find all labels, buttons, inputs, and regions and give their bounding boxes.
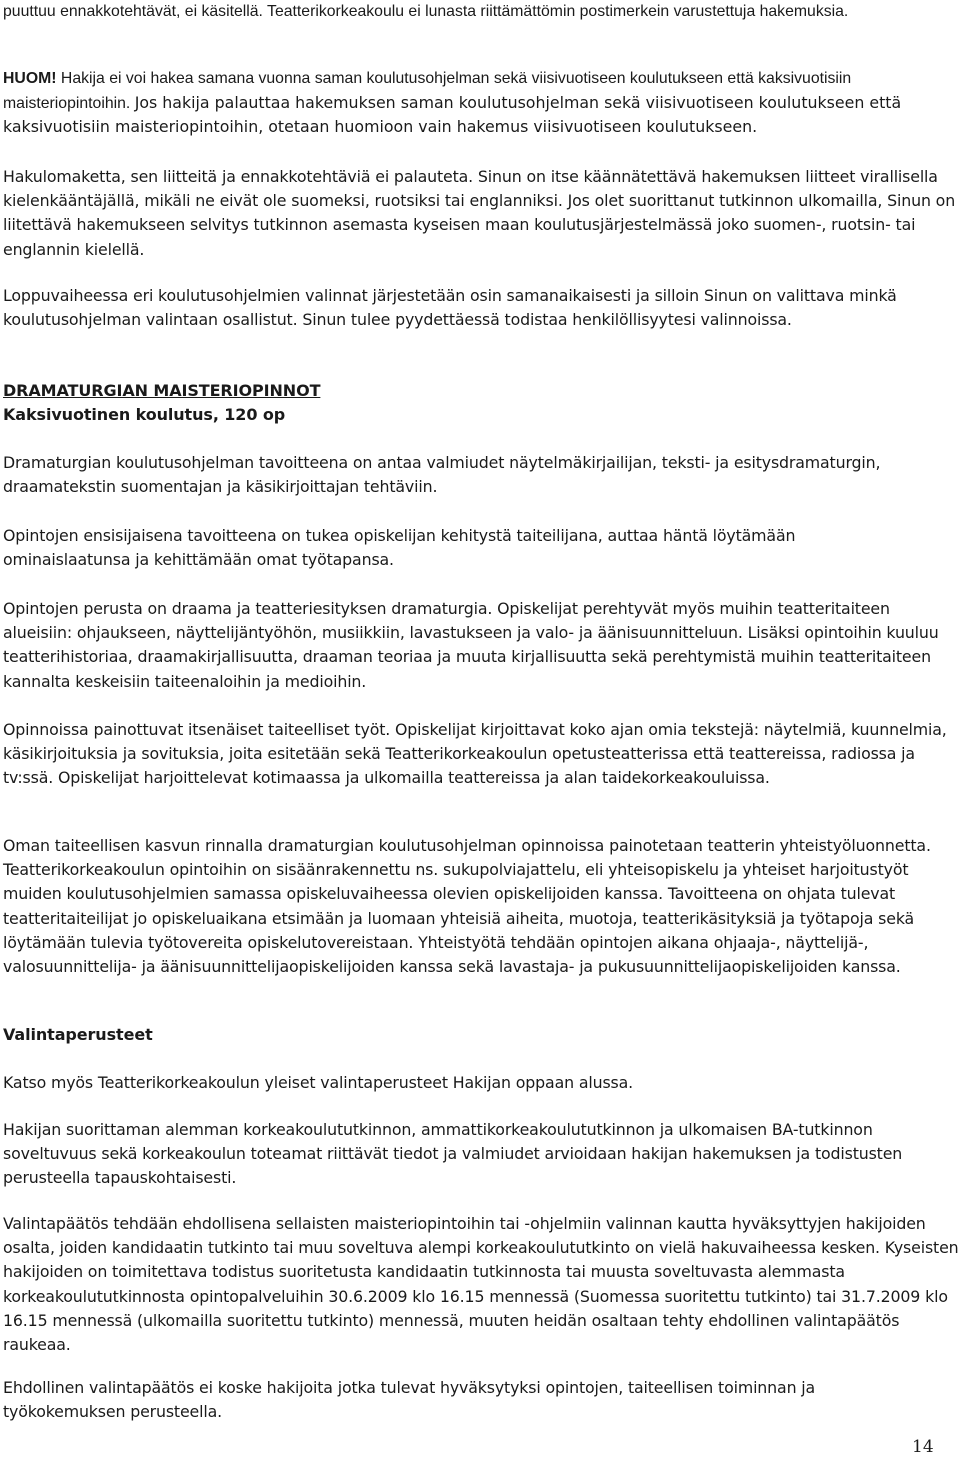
hakulomake-a: Hakulomaketta, sen liitteitä ja ennakkotehtäviä ei palauteta. (3, 167, 474, 186)
huom-text-b: Jos hakija palauttaa hakemuksen saman koulutusohjelman sekä viisivuotiseen koulutukseen että kaksivuotisiin maisteriopintoihin, otetaan huomioon vain hakemus viisivuotiseen koulutukseen. (3, 92, 902, 136)
oman-kasvun-paragraph: Oman taiteellisen kasvun rinnalla dramaturgian koulutusohjelman opinnoissa painotetaan teatterin yhteistyöluonnetta. Teatterikorkeakoulun opintoihin on sisäänrakennettu ns. sukupolviajattelu, eli yhteisopiskelu ja yhteiset harjoitustyöt muiden koulutusohjelmien samassa opiskeluvaiheessa olevien opiskelijoiden kanssa. Tavoitteena on ohjata tulevat teatteritaiteilijat jo opiskeluaikana etsimään ja luomaan yhteisiä aiheita, muotoja, teatterikäsityksiä ja työtapoja sekä löytämään tulevia työtovereita opiskelutovereistaan. Yhteistyötä tehdään opintojen aikana ohjaaja-, näyttelijä-, valosuunnittelija- ja äänisuunnittelijaopiskelijoiden kanssa sekä lavastaja- ja pukusuunnittelijaopiskelijoiden kanssa. (3, 836, 931, 977)
ehdollinen-paragraph: Ehdollinen valintapäätös ei koske hakijoita jotka tulevat hyväksytyksi opintojen, taiteellisen toiminnan ja työkokemuksen perusteella. (3, 1378, 816, 1422)
page-number: 14 (912, 1437, 934, 1457)
hakulomake-paragraph (3, 165, 958, 262)
hakulomake-b: Sinun on itse käännätettävä hakemuksen liitteet virallisella kielenkääntäjällä, mikäli ne eivät ole suomeksi, ruotsiksi tai englanniksi. (3, 167, 938, 211)
tavoite-paragraph: Dramaturgian koulutusohjelman tavoitteena on antaa valmiudet näytelmäkirjailijan, teksti- ja esitysdramaturgin, draamatekstin suomentajan ja käsikirjoittajan tehtäviin. (3, 453, 881, 497)
valintapaatos-paragraph: Valintapäätös tehdään ehdollisena sellaisten maisteriopintoihin tai -ohjelmiin valinnan kautta hyväksyttyjen hakijoiden osalta, joiden kandidaatin tutkinto tai muu soveltuva alempi korkeakoulututkinto on vielä hakuvaiheessa kesken. Kyseisten hakijoiden on toimitettava todistus suoritetusta kandidaatin tutkinnosta tai muusta soveltuvasta alemmasta korkeakoulututkinnosta opintopalveluihin 30.6.2009 klo 16.15 mennessä (Suomessa suoritettu tutkinto) tai 31.7.2009 klo 16.15 mennessä (ulkomailla suoritettu tutkinto) mennessä, muuten heidän osaltaan tehty ehdollinen valintapäätös raukeaa. (3, 1214, 959, 1355)
hakijan-paragraph: Hakijan suorittaman alemman korkeakoulututkinnon, ammattikorkeakoulututkinnon ja ulkomaisen BA-tutkinnon soveltuvuus sekä korkeakoulun toteamat riittävät tiedot ja valmiudet arvioidaan hakijan hakemuksen ja todistusten perusteella tapauskohtaisesti. (3, 1120, 903, 1188)
section-subtitle: Kaksivuotinen koulutus, 120 op (3, 405, 286, 424)
intro-paragraph (3, 0, 943, 23)
section-title: DRAMATURGIAN MAISTERIOPINNOT (3, 381, 321, 400)
valintaperusteet-heading: Valintaperusteet (3, 1025, 153, 1044)
perusta-paragraph: Opintojen perusta on draama ja teatteriesityksen dramaturgia. Opiskelijat perehtyvät myös muihin teatteritaiteen alueisiin: ohjaukseen, näyttelijäntyöhön, musiikkiin, lavastukseen ja valo- ja äänisuunnitteluun. Lisäksi opintoihin kuuluu teatterihistoriaa, draamakirjallisuutta, draaman teoriaa ja muuta kirjallisuutta sekä perehtymistä muihin teatteritaiteen kannalta keskeisiin taiteenaloihin ja medioihin. (3, 599, 939, 691)
huom-text-a: Hakija ei voi hakea samana vuonna saman koulutusohjelman sekä viisivuotiseen koulutukseen että kaksivuotisiin maisteriopintoihin. (3, 70, 852, 112)
ensisijainen-paragraph: Opintojen ensisijaisena tavoitteena on tukea opiskelijan kehitystä taiteilijana, auttaa häntä löytämään ominaislaatunsa ja kehittämään omat työtapansa. (3, 526, 796, 570)
intro-line: puuttuu ennakkotehtävät, ei käsitellä. Teatterikorkeakoulu ei lunasta riittämättömin postimerkein varustettuja hakemuksia. (3, 3, 849, 20)
loppuvaihe-paragraph: Loppuvaiheessa eri koulutusohjelmien valinnat järjestetään osin samanaikaisesti ja silloin Sinun on valittava minkä koulutusohjelman valintaan osallistut. Sinun tulee pyydettäessä todistaa henkilöllisyytesi valinnoissa. (3, 286, 897, 330)
huom-paragraph (3, 67, 943, 140)
hakulomake-c: Jos olet suorittanut tutkinnon ulkomailla, Sinun on liitettävä hakemukseen selvitys tutkinnon asemasta kyseisen maan koulutusjärjestelmässä joko suomen-, ruotsin- tai englannin kielellä. (3, 191, 956, 259)
katso-paragraph: Katso myös Teatterikorkeakoulun yleiset valintaperusteet Hakijan oppaan alussa. (3, 1073, 634, 1092)
huom-label: HUOM! (3, 70, 57, 87)
painottuvat-paragraph: Opinnoissa painottuvat itsenäiset taiteelliset työt. Opiskelijat kirjoittavat koko ajan omia tekstejä: näytelmiä, kuunnelmia, käsikirjoituksia ja sovituksia, joita esitetään sekä Teatterikorkeakoulun opetusteatterissa että teattereissa, radiossa ja tv:ssä. Opiskelijat harjoittelevat kotimaassa ja ulkomailla teattereissa ja alan taidekorkeakouluissa. (3, 720, 947, 788)
